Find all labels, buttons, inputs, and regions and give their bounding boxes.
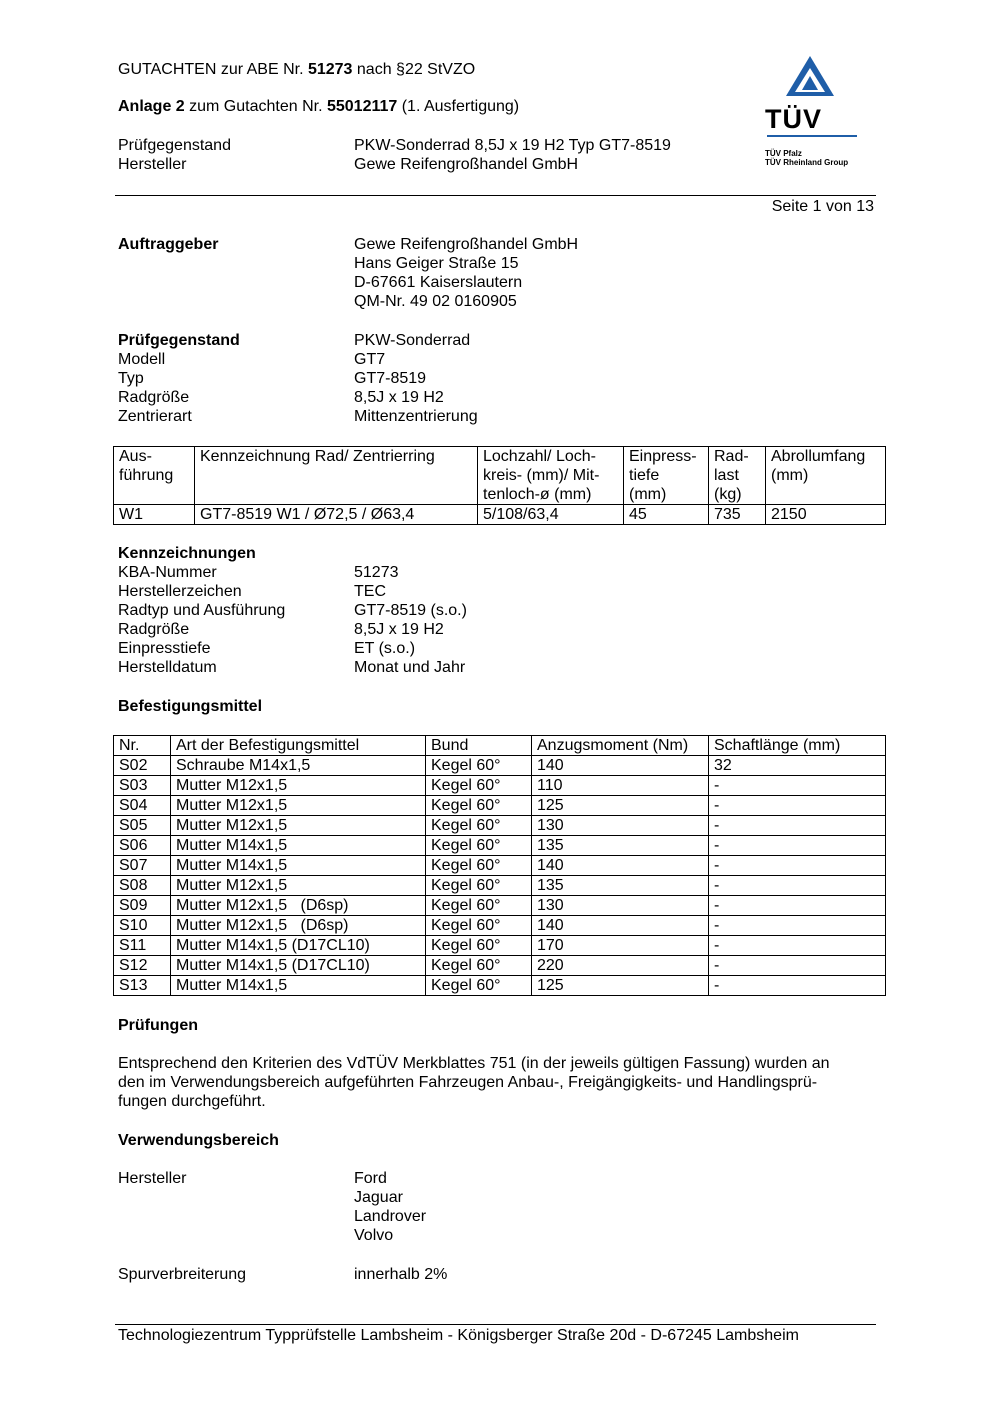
cell-shaft-length: - [709, 896, 886, 916]
page-number: Seite 1 von 13 [771, 198, 874, 215]
table-row [114, 756, 886, 776]
table-row [114, 876, 886, 896]
header-line: kreis- (mm)/ Mit- [483, 467, 600, 484]
col-header-offset [624, 447, 709, 505]
cell-no: S13 [114, 976, 171, 996]
client-name: Gewe Reifengroßhandel GmbH [354, 236, 579, 253]
marking-label: Radgröße [118, 621, 190, 638]
cell-type: Mutter M12x1,5 [171, 776, 426, 796]
marking-value: GT7-8519 (s.o.) [354, 602, 467, 619]
cell-bolt-pattern: 5/108/63,4 [478, 505, 624, 525]
cell-type: Mutter M14x1,5 (D17CL10) [171, 956, 426, 976]
table-row [114, 936, 886, 956]
marking-value: ET (s.o.) [354, 640, 416, 657]
cell-shaft-length: - [709, 816, 886, 836]
subject-label: Prüfgegenstand [118, 137, 231, 154]
col-header-marking [195, 447, 478, 505]
test-object-value: 8,5J x 19 H2 [354, 389, 444, 406]
report-number: 55012117 [326, 98, 398, 115]
cell-type: Mutter M14x1,5 [171, 976, 426, 996]
cell-shaft-length: - [709, 876, 886, 896]
track-width-label: Spurverbreiterung [118, 1266, 247, 1283]
header-line: Rad- [714, 448, 749, 465]
cell-torque: 140 [532, 756, 709, 776]
table-row [114, 796, 886, 816]
track-width-value: innerhalb 2% [354, 1266, 448, 1283]
cell-seat: Kegel 60° [426, 896, 532, 916]
test-object-value: PKW-Sonderrad [354, 332, 471, 349]
marking-label: Einpresstiefe [118, 640, 211, 657]
cell-seat: Kegel 60° [426, 876, 532, 896]
cell-torque: 170 [532, 936, 709, 956]
marking-value: TEC [354, 583, 386, 600]
cell-marking: GT7-8519 W1 / Ø72,5 / Ø63,4 [195, 505, 478, 525]
cell-type: Mutter M12x1,5 [171, 876, 426, 896]
cell-torque: 125 [532, 976, 709, 996]
cell-type: Mutter M14x1,5 [171, 836, 426, 856]
cell-torque: 220 [532, 956, 709, 976]
cell-load: 735 [709, 505, 766, 525]
header-line: (mm) [629, 486, 667, 503]
test-object-value: Mittenzentrierung [354, 408, 478, 425]
footer-address: Technologiezentrum Typprüfstelle Lambsheim - Königsberger Straße 20d - D-67245 Lambsheim [118, 1327, 799, 1344]
cell-variant: W1 [114, 505, 195, 525]
fasteners-table [113, 735, 886, 996]
manufacturer-value: Gewe Reifengroßhandel GmbH [354, 156, 579, 173]
table-row [114, 836, 886, 856]
cell-shaft-length: - [709, 776, 886, 796]
test-object-label: Modell [118, 351, 166, 368]
tuv-subline-1: TÜV Pfalz [765, 149, 802, 158]
table-row [114, 956, 886, 976]
table-row [114, 816, 886, 836]
cell-shaft-length: - [709, 856, 886, 876]
cell-torque: 130 [532, 816, 709, 836]
wheel-table [113, 446, 886, 525]
header-line: Aus- [119, 448, 152, 465]
client-city: D-67661 Kaiserslautern [354, 274, 523, 291]
header-line: Abrollumfang [771, 448, 866, 465]
cell-torque: 135 [532, 836, 709, 856]
cell-no: S11 [114, 936, 171, 956]
cell-torque: 125 [532, 796, 709, 816]
cell-shaft-length: - [709, 796, 886, 816]
cell-circumference: 2150 [766, 505, 886, 525]
cell-no: S10 [114, 916, 171, 936]
cell-seat: Kegel 60° [426, 916, 532, 936]
tests-text-line: fungen durchgeführt. [118, 1093, 266, 1110]
tuv-logo [760, 54, 860, 174]
cell-no: S06 [114, 836, 171, 856]
tests-text-line: Entsprechend den Kriterien des VdTÜV Merkblattes 751 (in der jeweils gültigen Fassung) wurden an [118, 1055, 830, 1072]
fasteners-title: Befestigungsmittel [118, 698, 263, 715]
cell-shaft-length: - [709, 976, 886, 996]
test-object-label: Prüfgegenstand [118, 332, 240, 349]
marking-label: Herstellerzeichen [118, 583, 242, 600]
client-street: Hans Geiger Straße 15 [354, 255, 519, 272]
cell-seat: Kegel 60° [426, 856, 532, 876]
usage-title: Verwendungsbereich [118, 1132, 279, 1149]
header-line: tenloch-ø (mm) [483, 486, 592, 503]
test-object-label: Zentrierart [118, 408, 192, 425]
wheel-table-header [114, 447, 886, 505]
cell-seat: Kegel 60° [426, 776, 532, 796]
header-divider [115, 195, 876, 196]
marking-label: KBA-Nummer [118, 564, 217, 581]
markings-title: Kennzeichnungen [118, 545, 256, 562]
fasteners-table-header [114, 736, 886, 756]
report-title-suffix: nach §22 StVZO [352, 61, 476, 78]
cell-type: Mutter M12x1,5 (D6sp) [171, 916, 426, 936]
col-header-variant [114, 447, 195, 505]
cell-no: S04 [114, 796, 171, 816]
appendix-label: Anlage 2 [118, 98, 185, 115]
usage-manufacturer: Volvo [354, 1227, 394, 1244]
header-line: (kg) [714, 486, 742, 503]
usage-manufacturer: Ford [354, 1170, 387, 1187]
header-line: tiefe [629, 467, 660, 484]
appendix-mid: zum Gutachten Nr. [184, 98, 327, 115]
cell-type: Schraube M14x1,5 [171, 756, 426, 776]
test-object-label: Radgröße [118, 389, 190, 406]
copy-note: (1. Ausfertigung) [397, 98, 520, 115]
cell-no: S02 [114, 756, 171, 776]
cell-shaft-length: - [709, 916, 886, 936]
marking-value: Monat und Jahr [354, 659, 466, 676]
header-line: Lochzahl/ Loch- [483, 448, 596, 465]
cell-seat: Kegel 60° [426, 976, 532, 996]
tuv-subline-2: TÜV Rheinland Group [765, 158, 849, 167]
cell-seat: Kegel 60° [426, 836, 532, 856]
tests-text-line: den im Verwendungsbereich aufgeführten Fahrzeugen Anbau-, Freigängigkeits- und Handlingsprü- [118, 1074, 818, 1091]
cell-shaft-length: 32 [709, 756, 886, 776]
cell-shaft-length: - [709, 956, 886, 976]
table-row [114, 896, 886, 916]
manufacturer-label: Hersteller [118, 156, 187, 173]
report-title [118, 60, 475, 79]
col-header-load [709, 447, 766, 505]
col-header-no: Nr. [114, 736, 171, 756]
col-header-circumference [766, 447, 886, 505]
cell-no: S03 [114, 776, 171, 796]
test-object-label: Typ [118, 370, 144, 387]
cell-no: S09 [114, 896, 171, 916]
table-row [114, 776, 886, 796]
table-row [114, 856, 886, 876]
cell-type: Mutter M12x1,5 [171, 816, 426, 836]
cell-torque: 140 [532, 916, 709, 936]
cell-torque: 130 [532, 896, 709, 916]
cell-seat: Kegel 60° [426, 936, 532, 956]
header-line: (mm) [771, 467, 809, 484]
tests-title: Prüfungen [118, 1017, 198, 1034]
test-object-value: GT7-8519 [354, 370, 427, 387]
cell-type: Mutter M12x1,5 (D6sp) [171, 896, 426, 916]
cell-offset: 45 [624, 505, 709, 525]
abe-number: 51273 [307, 61, 353, 78]
col-header-shaft-length: Schaftlänge (mm) [709, 736, 886, 756]
cell-seat: Kegel 60° [426, 816, 532, 836]
usage-manufacturer: Landrover [354, 1208, 427, 1225]
header-line: Einpress- [629, 448, 697, 465]
col-header-torque: Anzugsmoment (Nm) [532, 736, 709, 756]
marking-value: 8,5J x 19 H2 [354, 621, 444, 638]
tuv-wordmark: TÜV [765, 104, 822, 134]
cell-shaft-length: - [709, 836, 886, 856]
cell-torque: 110 [532, 776, 709, 796]
cell-seat: Kegel 60° [426, 956, 532, 976]
usage-manufacturer: Jaguar [354, 1189, 403, 1206]
appendix-line [118, 97, 519, 116]
marking-value: 51273 [354, 564, 399, 581]
cell-torque: 140 [532, 856, 709, 876]
marking-label: Radtyp und Ausführung [118, 602, 286, 619]
test-object-value: GT7 [354, 351, 386, 368]
client-qm-number: QM-Nr. 49 02 0160905 [354, 293, 517, 310]
cell-torque: 135 [532, 876, 709, 896]
cell-seat: Kegel 60° [426, 756, 532, 776]
table-row [114, 976, 886, 996]
table-row [114, 505, 886, 525]
cell-type: Mutter M14x1,5 [171, 856, 426, 876]
cell-no: S08 [114, 876, 171, 896]
marking-label: Herstelldatum [118, 659, 217, 676]
header-line: Kennzeichnung Rad/ Zentrierring [200, 448, 435, 465]
header-line: führung [119, 467, 174, 484]
cell-type: Mutter M14x1,5 (D17CL10) [171, 936, 426, 956]
footer-divider [115, 1324, 876, 1325]
col-header-bolt-pattern [478, 447, 624, 505]
client-label: Auftraggeber [118, 236, 219, 253]
col-header-type: Art der Befestigungsmittel [171, 736, 426, 756]
table-row [114, 916, 886, 936]
usage-manufacturer-label: Hersteller [118, 1170, 187, 1187]
cell-type: Mutter M12x1,5 [171, 796, 426, 816]
cell-no: S05 [114, 816, 171, 836]
subject-value: PKW-Sonderrad 8,5J x 19 H2 Typ GT7-8519 [354, 137, 671, 154]
col-header-seat: Bund [426, 736, 532, 756]
cell-no: S12 [114, 956, 171, 976]
header-line: last [714, 467, 739, 484]
report-title-prefix: GUTACHTEN zur ABE Nr. [118, 61, 308, 78]
cell-seat: Kegel 60° [426, 796, 532, 816]
cell-shaft-length: - [709, 936, 886, 956]
cell-no: S07 [114, 856, 171, 876]
